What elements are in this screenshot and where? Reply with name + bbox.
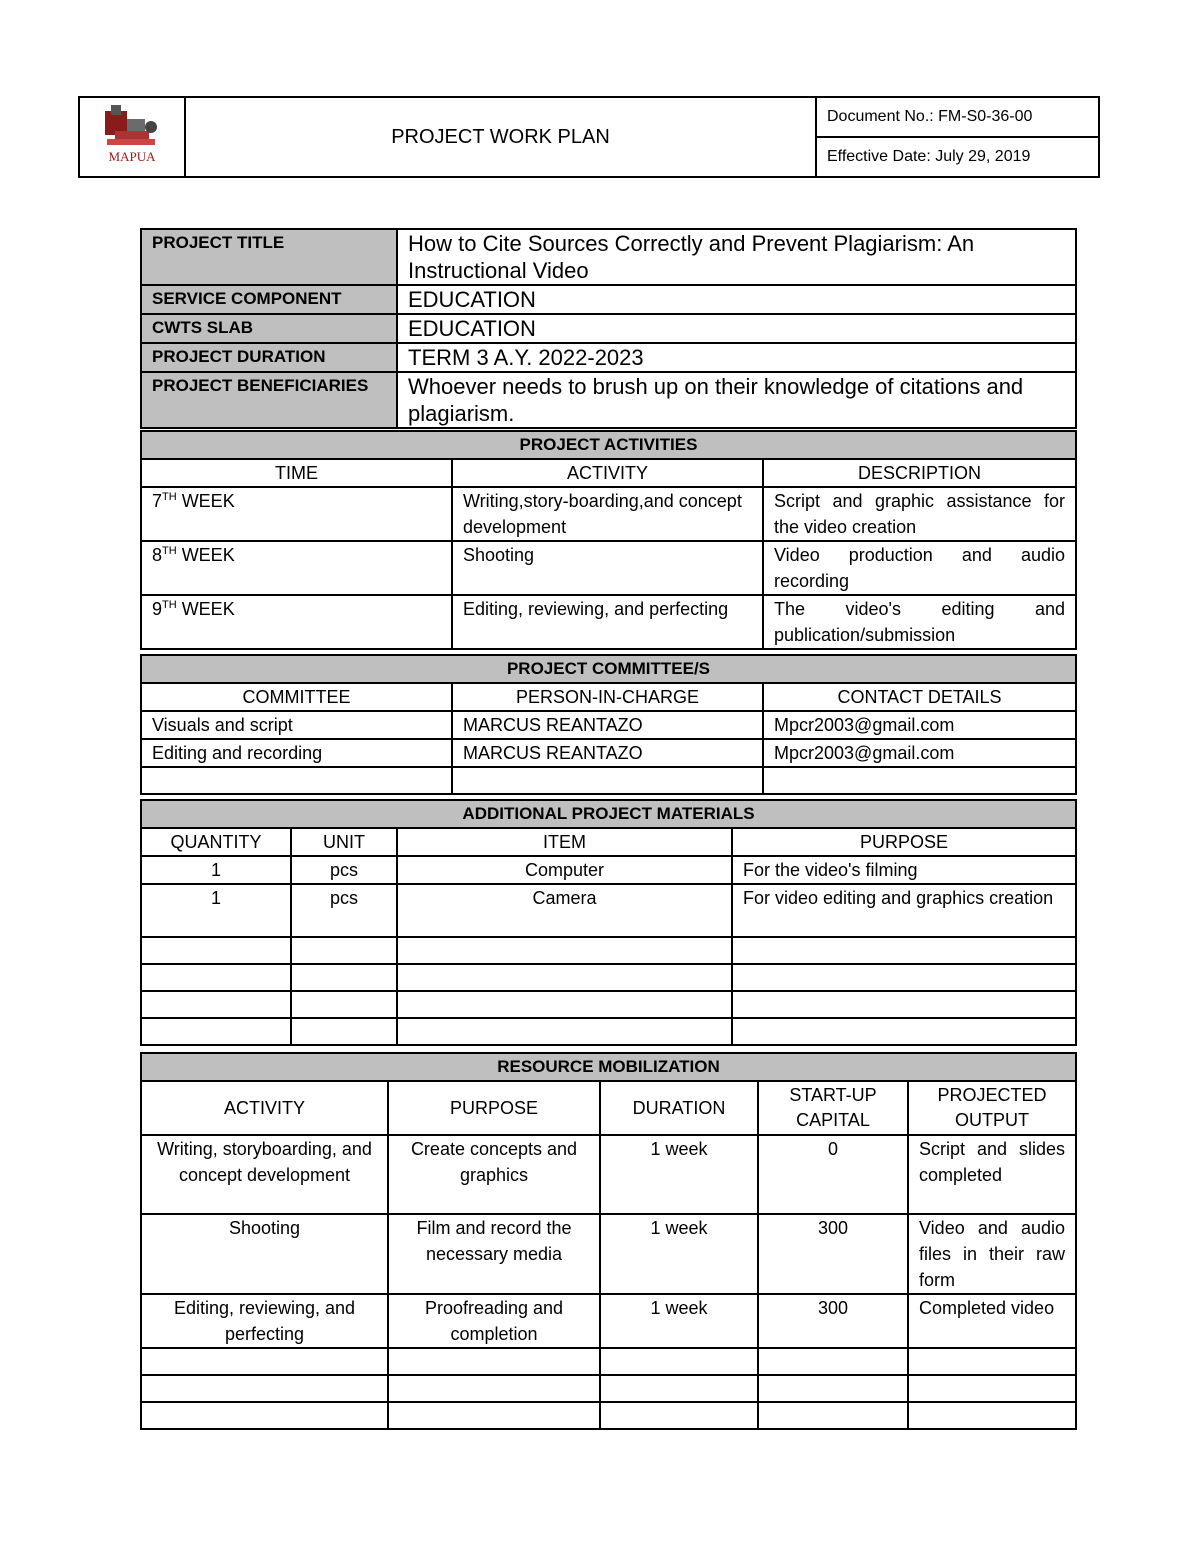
person-cell: MARCUS REANTAZO xyxy=(452,711,763,739)
unit-cell: pcs xyxy=(291,856,397,884)
description-cell: Video production and audio recording xyxy=(763,541,1076,595)
empty-row xyxy=(141,1402,1076,1429)
activity-cell: Writing,story-boarding,and concept development xyxy=(452,487,763,541)
empty-row xyxy=(141,767,1076,794)
contact-cell: Mpcr2003@gmail.com xyxy=(763,739,1076,767)
column-header: DESCRIPTION xyxy=(763,459,1076,487)
beneficiaries-label: PROJECT BENEFICIARIES xyxy=(141,372,397,428)
column-header: PURPOSE xyxy=(732,828,1076,856)
empty-row xyxy=(141,1348,1076,1375)
service-component-label: SERVICE COMPONENT xyxy=(141,285,397,314)
mapua-logo-icon xyxy=(97,101,167,167)
logo-cell xyxy=(79,97,185,177)
column-header: DURATION xyxy=(600,1081,758,1135)
person-cell: MARCUS REANTAZO xyxy=(452,739,763,767)
service-component-value: EDUCATION xyxy=(397,285,1076,314)
activity-cell: Editing, reviewing, and perfecting xyxy=(452,595,763,649)
column-header: PERSON-IN-CHARGE xyxy=(452,683,763,711)
empty-row xyxy=(141,964,1076,991)
project-activities-table xyxy=(140,430,1077,650)
output-cell: Video and audio files in their raw form xyxy=(908,1214,1076,1294)
table-row xyxy=(141,711,1076,739)
column-header: TIME xyxy=(141,459,452,487)
item-cell: Camera xyxy=(397,884,732,937)
column-header: PURPOSE xyxy=(388,1081,600,1135)
contact-cell: Mpcr2003@gmail.com xyxy=(763,711,1076,739)
table-row xyxy=(141,595,1076,649)
committee-cell: Editing and recording xyxy=(141,739,452,767)
duration-cell: 1 week xyxy=(600,1294,758,1348)
document-number: Document No.: FM-S0-36-00 xyxy=(816,97,1099,137)
additional-materials-table xyxy=(140,799,1077,1046)
item-cell: Computer xyxy=(397,856,732,884)
resource-mobilization-table xyxy=(140,1052,1077,1430)
table-row xyxy=(141,541,1076,595)
empty-row xyxy=(141,1375,1076,1402)
unit-cell: pcs xyxy=(291,884,397,937)
committee-cell: Visuals and script xyxy=(141,711,452,739)
column-header: ITEM xyxy=(397,828,732,856)
time-cell: 8TH WEEK xyxy=(141,541,452,595)
activity-cell: Shooting xyxy=(452,541,763,595)
beneficiaries-value: Whoever needs to brush up on their knowledge of citations and plagiarism. xyxy=(397,372,1076,428)
capital-cell: 300 xyxy=(758,1294,908,1348)
time-cell: 7TH WEEK xyxy=(141,487,452,541)
activity-cell: Writing, storyboarding, and concept development xyxy=(141,1135,388,1214)
column-header: COMMITTEE xyxy=(141,683,452,711)
column-header: CONTACT DETAILS xyxy=(763,683,1076,711)
materials-heading: ADDITIONAL PROJECT MATERIALS xyxy=(141,800,1076,828)
purpose-cell: For video editing and graphics creation xyxy=(732,884,1076,937)
project-duration-value: TERM 3 A.Y. 2022-2023 xyxy=(397,343,1076,372)
project-duration-label: PROJECT DURATION xyxy=(141,343,397,372)
column-header: UNIT xyxy=(291,828,397,856)
cwts-slab-label: CWTS SLAB xyxy=(141,314,397,343)
project-title-label: PROJECT TITLE xyxy=(141,229,397,285)
empty-row xyxy=(141,937,1076,964)
page-title xyxy=(185,97,816,177)
column-header: ACTIVITY xyxy=(141,1081,388,1135)
column-header: QUANTITY xyxy=(141,828,291,856)
table-row xyxy=(141,739,1076,767)
duration-cell: 1 week xyxy=(600,1214,758,1294)
activity-cell: Editing, reviewing, and perfecting xyxy=(141,1294,388,1348)
activity-cell: Shooting xyxy=(141,1214,388,1294)
capital-cell: 0 xyxy=(758,1135,908,1214)
output-cell: Completed video xyxy=(908,1294,1076,1348)
quantity-cell: 1 xyxy=(141,884,291,937)
quantity-cell: 1 xyxy=(141,856,291,884)
duration-cell: 1 week xyxy=(600,1135,758,1214)
output-cell: Script and slides completed xyxy=(908,1135,1076,1214)
title-text: PROJECT WORK PLAN xyxy=(391,126,610,148)
table-row xyxy=(141,884,1076,937)
logo-text: MAPUA xyxy=(108,148,156,164)
empty-row xyxy=(141,991,1076,1018)
cwts-slab-value: EDUCATION xyxy=(397,314,1076,343)
time-cell: 9TH WEEK xyxy=(141,595,452,649)
effective-date: Effective Date: July 29, 2019 xyxy=(816,137,1099,177)
description-cell: The video's editing and publication/submission xyxy=(763,595,1076,649)
project-committee-table xyxy=(140,654,1077,795)
table-row xyxy=(141,1294,1076,1348)
table-row xyxy=(141,487,1076,541)
table-row xyxy=(141,1214,1076,1294)
document-header xyxy=(78,96,1100,178)
table-row xyxy=(141,856,1076,884)
description-cell: Script and graphic assistance for the video creation xyxy=(763,487,1076,541)
project-title-value: How to Cite Sources Correctly and Prevent Plagiarism: An Instructional Video xyxy=(397,229,1076,285)
purpose-cell: Film and record the necessary media xyxy=(388,1214,600,1294)
activities-heading: PROJECT ACTIVITIES xyxy=(141,431,1076,459)
purpose-cell: Create concepts and graphics xyxy=(388,1135,600,1214)
table-row xyxy=(141,1135,1076,1214)
resources-heading: RESOURCE MOBILIZATION xyxy=(141,1053,1076,1081)
column-header: START-UP CAPITAL xyxy=(758,1081,908,1135)
project-info-table xyxy=(140,228,1077,429)
column-header: ACTIVITY xyxy=(452,459,763,487)
purpose-cell: Proofreading and completion xyxy=(388,1294,600,1348)
purpose-cell: For the video's filming xyxy=(732,856,1076,884)
committee-heading: PROJECT COMMITTEE/S xyxy=(141,655,1076,683)
column-header: PROJECTED OUTPUT xyxy=(908,1081,1076,1135)
empty-row xyxy=(141,1018,1076,1045)
capital-cell: 300 xyxy=(758,1214,908,1294)
